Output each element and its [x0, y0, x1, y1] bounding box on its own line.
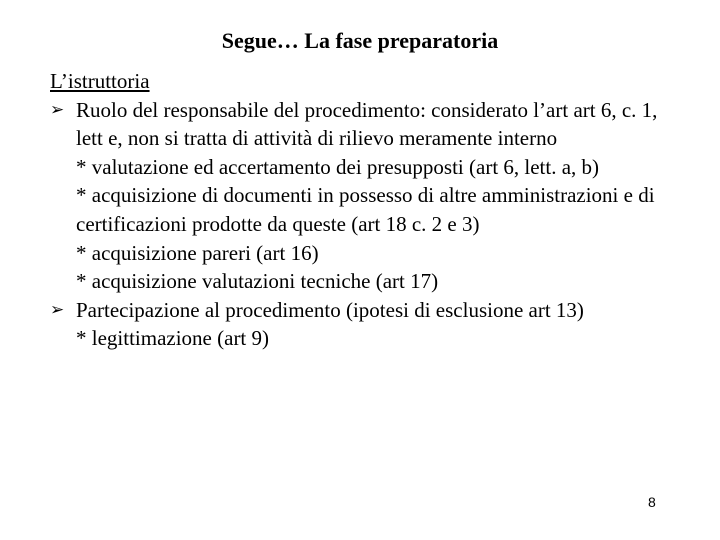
sub-item: * legittimazione (art 9) [76, 326, 270, 351]
section-heading: L’istruttoria [50, 69, 150, 93]
bullet-item-partecipazione [50, 296, 670, 325]
arrow-bullet-icon: ➢ [50, 299, 65, 320]
slide-body [50, 67, 670, 353]
bullet-text: Ruolo del responsabile del procedimento: considerato l’art art 6, c. 1, lett e, non si tratta di attività di rilievo meramente interno [76, 97, 658, 151]
sub-item: * acquisizione pareri (art 16) [76, 240, 319, 265]
sub-item: * acquisizione di documenti in possesso di altre amministrazioni e di certificazioni prodotte da queste (art 18 c. 2 e 3) [76, 183, 655, 236]
sub-item: * valutazione ed accertamento dei presupposti (art 6, lett. a, b) [76, 154, 600, 179]
page-number: 8 [648, 494, 656, 510]
bullet-item-responsabile [50, 96, 670, 153]
arrow-bullet-icon: ➢ [50, 99, 65, 120]
bullet-text: Partecipazione al procedimento (ipotesi di esclusione art 13) [76, 297, 584, 322]
sub-item: * acquisizione valutazioni tecniche (art 17) [76, 269, 439, 294]
slide-title: Segue… La fase preparatoria [221, 28, 499, 53]
